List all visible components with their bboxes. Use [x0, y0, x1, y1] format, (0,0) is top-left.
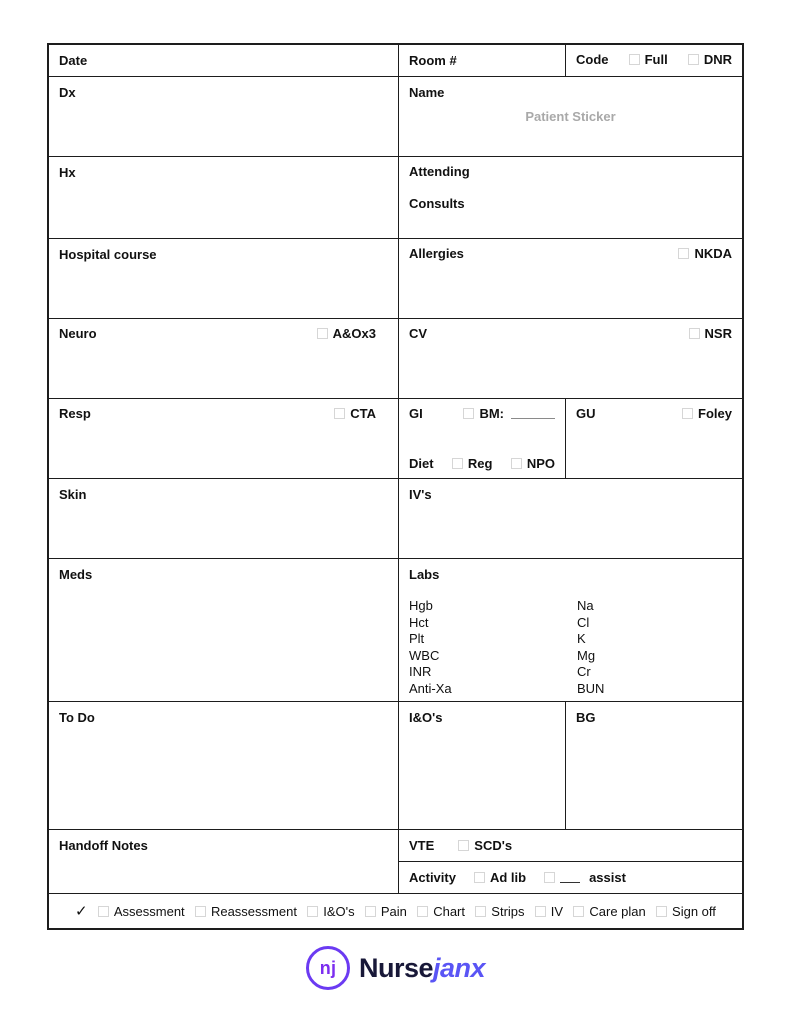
dnr-checkbox[interactable]: [688, 54, 699, 65]
nj-logo-initials: nj: [319, 957, 337, 978]
full-checkbox[interactable]: [629, 54, 640, 65]
date-label: Date: [59, 53, 88, 68]
resp-cell[interactable]: [49, 399, 399, 478]
assist-label: assist: [589, 870, 626, 885]
allergies-cell[interactable]: [399, 239, 742, 318]
bg-label: BG: [576, 710, 596, 725]
activity-label: Activity: [409, 870, 456, 885]
task-signoff[interactable]: [656, 904, 716, 919]
lab-antixa[interactable]: Anti-Xa: [409, 680, 452, 696]
task-chart[interactable]: [417, 904, 465, 919]
full-label: Full: [644, 52, 668, 67]
npo-label: NPO: [526, 456, 555, 471]
diet-npo-option[interactable]: [511, 456, 555, 471]
lab-k[interactable]: K: [577, 631, 586, 646]
task-iv[interactable]: [535, 904, 563, 919]
nkda-option[interactable]: [678, 246, 732, 261]
row-resp-gi-gu: [49, 399, 742, 479]
lab-mg[interactable]: Mg: [577, 647, 596, 663]
code-cell[interactable]: [566, 45, 742, 76]
cta-checkbox[interactable]: [334, 408, 345, 419]
hospital-course-label: Hospital course: [59, 247, 157, 262]
ios-checkbox[interactable]: [307, 906, 318, 917]
vte-activity-stack: [399, 830, 742, 893]
row-hospital-course: [49, 239, 742, 319]
ivs-label: IV's: [409, 487, 432, 502]
lab-na[interactable]: Na: [577, 598, 594, 613]
name-label: Name: [409, 85, 445, 100]
dx-label: Dx: [59, 85, 76, 100]
assist-writein-line[interactable]: [560, 873, 580, 883]
activity-cell[interactable]: [399, 862, 742, 893]
neuro-label: Neuro: [59, 326, 97, 341]
assist-option[interactable]: [544, 870, 626, 885]
cv-cell[interactable]: [399, 319, 742, 398]
lab-cl[interactable]: Cl: [577, 614, 590, 630]
labs-cell[interactable]: [399, 559, 742, 701]
scds-checkbox[interactable]: [458, 840, 469, 851]
cta-option[interactable]: [334, 406, 376, 421]
careplan-checkbox[interactable]: [573, 906, 584, 917]
task-ios[interactable]: [307, 904, 354, 919]
foley-option[interactable]: [682, 406, 732, 421]
lab-wbc[interactable]: WBC: [409, 647, 440, 663]
assessment-checkbox[interactable]: [98, 906, 109, 917]
hx-cell[interactable]: [49, 157, 399, 238]
row-meds-labs: [49, 559, 742, 702]
gi-label: GI: [409, 406, 423, 421]
gu-label: GU: [576, 406, 596, 421]
aox3-label: A&Ox3: [332, 326, 376, 341]
row-hx: [49, 157, 742, 239]
reg-checkbox[interactable]: [452, 458, 463, 469]
nj-logo-icon: [306, 946, 350, 990]
resp-label: Resp: [59, 406, 91, 421]
row-todo-ios-bg: [49, 702, 742, 830]
lab-hgb[interactable]: Hgb: [409, 598, 433, 613]
row-neuro-cv: [49, 319, 742, 399]
nursejanx-logo: [0, 946, 791, 990]
strips-checkbox[interactable]: [475, 906, 486, 917]
nsr-label: NSR: [704, 326, 732, 341]
lab-bun[interactable]: BUN: [577, 680, 605, 696]
nsr-checkbox[interactable]: [689, 328, 700, 339]
labs-label: Labs: [409, 567, 440, 582]
cta-label: CTA: [350, 406, 376, 421]
lab-hct[interactable]: Hct: [409, 614, 429, 630]
ios-task-label: I&O's: [323, 903, 355, 919]
gi-line: [409, 406, 555, 421]
reg-label: Reg: [467, 456, 493, 471]
code-label: Code: [576, 52, 609, 67]
assessment-label: Assessment: [113, 903, 185, 919]
skin-cell[interactable]: [49, 479, 399, 558]
task-reassessment[interactable]: [195, 904, 297, 919]
aox3-checkbox[interactable]: [317, 328, 328, 339]
adlib-option[interactable]: [474, 870, 526, 885]
lab-cr[interactable]: Cr: [577, 664, 591, 679]
ios-label: I&O's: [409, 710, 443, 725]
bm-label: BM:: [479, 406, 504, 421]
hospital-course-cell[interactable]: [49, 239, 399, 318]
patient-sticker-placeholder: Patient Sticker: [525, 109, 616, 124]
reassessment-checkbox[interactable]: [195, 906, 206, 917]
signoff-checkbox[interactable]: [656, 906, 667, 917]
chart-checkbox[interactable]: [417, 906, 428, 917]
reassessment-label: Reassessment: [210, 903, 297, 919]
brand-wordmark: [359, 953, 485, 984]
lab-plt[interactable]: Plt: [409, 631, 425, 646]
labs-column-2: [577, 598, 604, 697]
consults-label: Consults: [409, 196, 465, 211]
iv-label: IV: [550, 903, 564, 919]
skin-label: Skin: [59, 487, 87, 502]
foley-label: Foley: [698, 406, 732, 421]
row-handoff: [49, 830, 742, 894]
bm-writein-line[interactable]: [511, 408, 555, 419]
strips-label: Strips: [491, 903, 525, 919]
scds-option[interactable]: [458, 838, 512, 853]
chart-label: Chart: [433, 903, 465, 919]
assist-checkbox[interactable]: [544, 872, 555, 883]
signoff-label: Sign off: [672, 903, 716, 919]
cv-label: CV: [409, 326, 428, 341]
aox3-option[interactable]: [317, 326, 376, 341]
brand-name-janx: janx: [433, 952, 486, 983]
adlib-label: Ad lib: [489, 870, 527, 885]
bg-cell[interactable]: [566, 702, 742, 829]
todo-cell[interactable]: [49, 702, 399, 829]
bm-checkbox[interactable]: [463, 408, 474, 419]
row-dx-name: [49, 77, 742, 157]
lab-inr[interactable]: INR: [409, 664, 432, 679]
npo-checkbox[interactable]: [511, 458, 522, 469]
code-dnr-option[interactable]: [688, 52, 732, 67]
dnr-label: DNR: [703, 52, 732, 67]
name-cell[interactable]: [399, 77, 742, 156]
row-skin-ivs: [49, 479, 742, 559]
diet-label: Diet: [409, 456, 434, 471]
diet-line: [409, 456, 555, 471]
task-pain[interactable]: [365, 904, 407, 919]
todo-label: To Do: [59, 710, 95, 725]
room-label: Room #: [409, 53, 457, 68]
vte-cell[interactable]: [399, 830, 742, 862]
gi-diet-cell[interactable]: [399, 399, 566, 478]
task-strips[interactable]: [475, 904, 524, 919]
row-header: [49, 45, 742, 77]
bm-option[interactable]: [463, 406, 555, 421]
room-cell[interactable]: [399, 45, 566, 76]
foley-checkbox[interactable]: [682, 408, 693, 419]
checkmark-glyph: ✓: [75, 903, 88, 920]
nursing-report-sheet: [47, 43, 744, 930]
attending-label: Attending: [409, 164, 470, 179]
handoff-notes-cell[interactable]: [49, 830, 399, 893]
date-cell[interactable]: [49, 45, 399, 76]
task-check-row: [49, 894, 742, 928]
labs-column-1: [409, 598, 577, 697]
ivs-cell[interactable]: [399, 479, 742, 558]
nsr-option[interactable]: [689, 326, 732, 341]
gu-cell[interactable]: [566, 399, 742, 478]
code-full-option[interactable]: [629, 52, 668, 67]
nkda-label: NKDA: [694, 246, 732, 261]
scds-label: SCD's: [474, 838, 513, 853]
task-assessment[interactable]: [98, 904, 185, 919]
careplan-label: Care plan: [589, 903, 646, 919]
neuro-cell[interactable]: [49, 319, 399, 398]
pain-checkbox[interactable]: [365, 906, 376, 917]
hx-label: Hx: [59, 165, 76, 180]
dx-cell[interactable]: [49, 77, 399, 156]
task-careplan[interactable]: [573, 904, 645, 919]
pain-label: Pain: [380, 903, 407, 919]
adlib-checkbox[interactable]: [474, 872, 485, 883]
ios-cell[interactable]: [399, 702, 566, 829]
allergies-label: Allergies: [409, 246, 464, 261]
vte-label: VTE: [409, 838, 435, 853]
labs-columns: [409, 598, 732, 697]
handoff-notes-label: Handoff Notes: [59, 838, 148, 853]
brand-name-nurse: Nurse: [358, 952, 433, 983]
diet-reg-option[interactable]: [452, 456, 493, 471]
meds-cell[interactable]: [49, 559, 399, 701]
nkda-checkbox[interactable]: [678, 248, 689, 259]
attending-consults-cell[interactable]: [399, 157, 742, 238]
meds-label: Meds: [59, 567, 93, 582]
iv-checkbox[interactable]: [535, 906, 546, 917]
